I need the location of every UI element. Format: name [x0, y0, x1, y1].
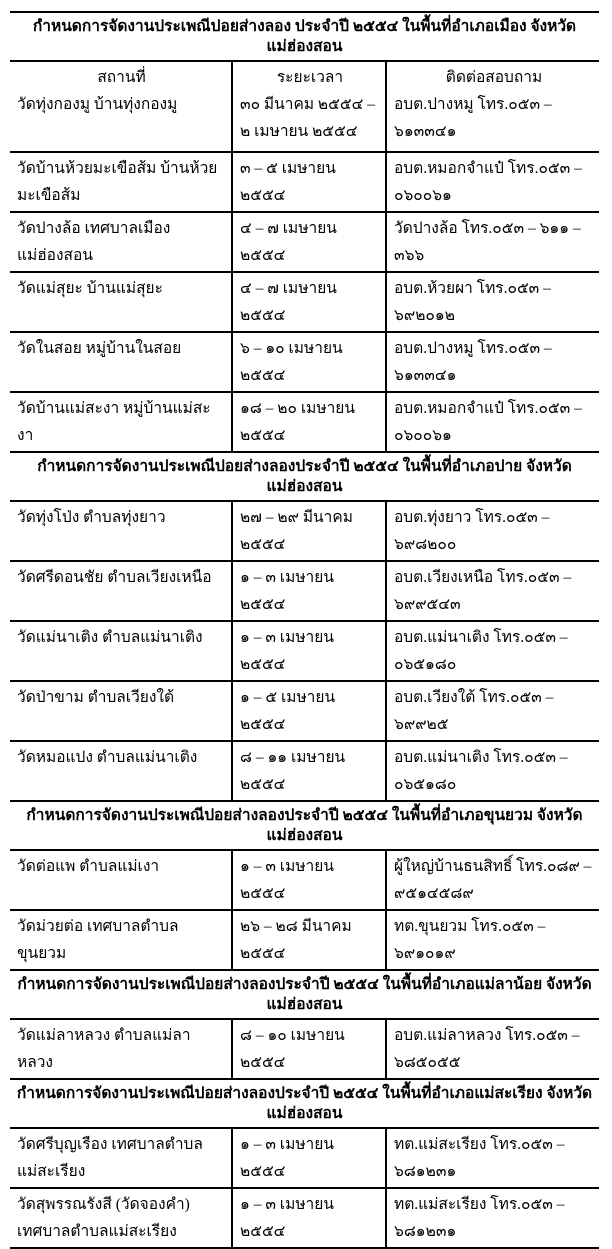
- section-title-pai: กำหนดการจัดงานประเพณีปอยส่างลองประจำปี ๒๕๕๔ ในพื้นที่อำเภอปาย จังหวัดแม่ฮ่องสอน: [10, 453, 599, 502]
- period-cell: ๔ – ๗ เมษายน ๒๕๕๔: [233, 213, 387, 271]
- contact-cell: อบต.หมอกจำแป๋ โทร.๐๕๓ – ๐๖๐๐๖๑: [394, 160, 582, 204]
- section-title-mae-sariang: กำหนดการจัดงานประเพณีปอยส่างลองประจำปี ๒๕๕๔ ในพื้นที่อำเภอแม่สะเรียง จังหวัดแม่ฮ่องสอน: [10, 1080, 599, 1129]
- period-cell: ๓ – ๕ เมษายน ๒๕๕๔: [233, 153, 387, 211]
- period-text: ๓๐ มีนาคม ๒๕๕๔ – ๒ เมษายน ๒๕๕๔: [240, 96, 375, 140]
- period-cell: ๑ – ๓ เมษายน ๒๕๕๔: [233, 562, 387, 620]
- contact-cell: อบต.ปางหมู โทร.๐๕๓ – ๖๑๓๓๔๑: [394, 340, 552, 384]
- period-cell: ๖ – ๑๐ เมษายน ๒๕๕๔: [233, 333, 387, 391]
- period-cell: ๑ – ๓ เมษายน ๒๕๕๔: [233, 1189, 387, 1247]
- contact-cell: ผู้ใหญ่บ้านธนสิทธิ์ โทร.๐๘๙ – ๙๕๑๔๕๘๙: [394, 858, 592, 902]
- place-cell: วัดแม่นาเติง ตำบลแม่นาเติง: [10, 622, 233, 680]
- contact-cell: [387, 62, 599, 151]
- period-cell: ๑ – ๕ เมษายน ๒๕๕๔: [233, 682, 387, 740]
- period-cell: ๑๘ – ๒๐ เมษายน ๒๕๕๔: [233, 393, 387, 451]
- section-title-mueang: กำหนดการจัดงานประเพณีปอยส่างลอง ประจำปี ๒๕๕๔ ในพื้นที่อำเภอเมือง จังหวัดแม่ฮ่องสอน: [10, 13, 599, 62]
- period-cell: ๘ – ๑๑ เมษายน ๒๕๕๔: [233, 742, 387, 800]
- contact-text: อบต.ปางหมู โทร.๐๕๓ – ๖๑๓๓๔๑: [394, 96, 552, 140]
- place-cell: วัดศรีดอนชัย ตำบลเวียงเหนือ: [10, 562, 233, 620]
- table-row: [10, 62, 599, 153]
- period-cell: ๔ – ๗ เมษายน ๒๕๕๔: [233, 273, 387, 331]
- table-row: [10, 273, 599, 333]
- place-cell: วัดบ้านห้วยมะเขือส้ม บ้านห้วยมะเขือส้ม: [10, 153, 233, 211]
- place-cell: วัดหมอแปง ตำบลแม่นาเติง: [10, 742, 233, 800]
- section-title-mae-la-noi: กำหนดการจัดงานประเพณีปอยส่างลองประจำปี ๒๕๕๔ ในพื้นที่อำเภอแม่ลาน้อย จังหวัดแม่ฮ่องสอน: [10, 971, 599, 1020]
- contact-cell: อบต.ห้วยผา โทร.๐๕๓ – ๖๙๒๐๑๒: [394, 280, 551, 324]
- place-text: วัดทุ่งกองมู บ้านทุ่งกองมู: [17, 96, 178, 113]
- table-row: [10, 213, 599, 273]
- table-row: [10, 742, 599, 802]
- contact-cell: อบต.แม่ลาหลวง โทร.๐๕๓ – ๖๘๕๐๕๕: [394, 1027, 580, 1071]
- contact-cell: ทต.แม่สะเรียง โทร.๐๕๓ – ๖๘๑๒๓๑: [394, 1136, 565, 1180]
- place-cell: วัดสุพรรณรังสี (วัดจองคำ) เทศบาลตำบลแม่สะเรียง: [10, 1189, 233, 1247]
- place-cell: วัดบ้านแม่สะงา หมู่บ้านแม่สะงา: [10, 393, 233, 451]
- column-header-place: สถานที่: [97, 69, 146, 86]
- place-cell: วัดปางล้อ เทศบาลเมืองแม่ฮ่องสอน: [10, 213, 233, 271]
- table-row: [10, 562, 599, 622]
- contact-cell: อบต.เวียงใต้ โทร.๐๕๓ – ๖๙๙๒๕: [394, 689, 554, 733]
- place-cell: วัดแม่สุยะ บ้านแม่สุยะ: [10, 273, 233, 331]
- table-row: [10, 682, 599, 742]
- contact-cell: อบต.เวียงเหนือ โทร.๐๕๓ – ๖๙๙๕๔๓: [394, 569, 572, 613]
- place-cell: [10, 62, 233, 151]
- period-cell: ๒๖ – ๒๘ มีนาคม ๒๕๕๔: [233, 911, 387, 969]
- table-row: [10, 911, 599, 971]
- contact-cell: อบต.แม่นาเติง โทร.๐๕๓ – ๐๖๕๑๘๐: [394, 629, 568, 673]
- table-row: [10, 333, 599, 393]
- column-header-period: ระยะเวลา: [276, 69, 344, 86]
- contact-cell: อบต.หมอกจำแป๋ โทร.๐๕๓ – ๐๖๐๐๖๑: [394, 400, 582, 444]
- table-row: [10, 851, 599, 911]
- table-row: [10, 393, 599, 453]
- column-header-contact: ติดต่อสอบถาม: [445, 69, 543, 86]
- contact-cell: ทต.แม่สะเรียง โทร.๐๕๓ – ๖๘๑๒๓๑: [394, 1196, 565, 1240]
- contact-cell: อบต.ทุ่งยาว โทร.๐๕๓ – ๖๙๘๒๐๐: [394, 509, 550, 553]
- contact-cell: วัดปางล้อ โทร.๐๕๓ – ๖๑๑ – ๓๖๖: [394, 220, 581, 264]
- section-title-khun-yuam: กำหนดการจัดงานประเพณีปอยส่างลองประจำปี ๒๕๕๔ ในพื้นที่อำเภอขุนยวม จังหวัดแม่ฮ่องสอน: [10, 802, 599, 851]
- period-cell: ๒๗ – ๒๙ มีนาคม ๒๕๕๔: [233, 502, 387, 560]
- period-cell: ๑ – ๓ เมษายน ๒๕๕๔: [233, 622, 387, 680]
- table-row: [10, 153, 599, 213]
- place-cell: วัดม่วยต่อ เทศบาลตำบลขุนยวม: [10, 911, 233, 969]
- table-row: [10, 1129, 599, 1189]
- place-cell: วัดศรีบุญเรือง เทศบาลตำบลแม่สะเรียง: [10, 1129, 233, 1187]
- table-row: [10, 502, 599, 562]
- table-row: [10, 622, 599, 682]
- place-cell: วัดป่าขาม ตำบลเวียงใต้: [10, 682, 233, 740]
- period-cell: ๘ – ๑๐ เมษายน ๒๕๕๔: [233, 1020, 387, 1078]
- contact-cell: ทต.ขุนยวม โทร.๐๕๓ – ๖๙๑๐๑๙: [394, 918, 546, 962]
- contact-cell: อบต.แม่นาเติง โทร.๐๕๓ – ๐๖๕๑๘๐: [394, 749, 568, 793]
- place-cell: วัดต่อแพ ตำบลแม่เงา: [10, 851, 233, 909]
- place-cell: วัดทุ่งโป่ง ตำบลทุ่งยาว: [10, 502, 233, 560]
- place-cell: วัดในสอย หมู่บ้านในสอย: [10, 333, 233, 391]
- period-cell: ๑ – ๓ เมษายน ๒๕๕๔: [233, 851, 387, 909]
- table-row: [10, 1189, 599, 1249]
- period-cell: [233, 62, 387, 151]
- period-cell: ๑ – ๓ เมษายน ๒๕๕๔: [233, 1129, 387, 1187]
- place-cell: วัดแม่ลาหลวง ตำบลแม่ลาหลวง: [10, 1020, 233, 1078]
- schedule-document: [10, 11, 599, 1249]
- table-row: [10, 1020, 599, 1080]
